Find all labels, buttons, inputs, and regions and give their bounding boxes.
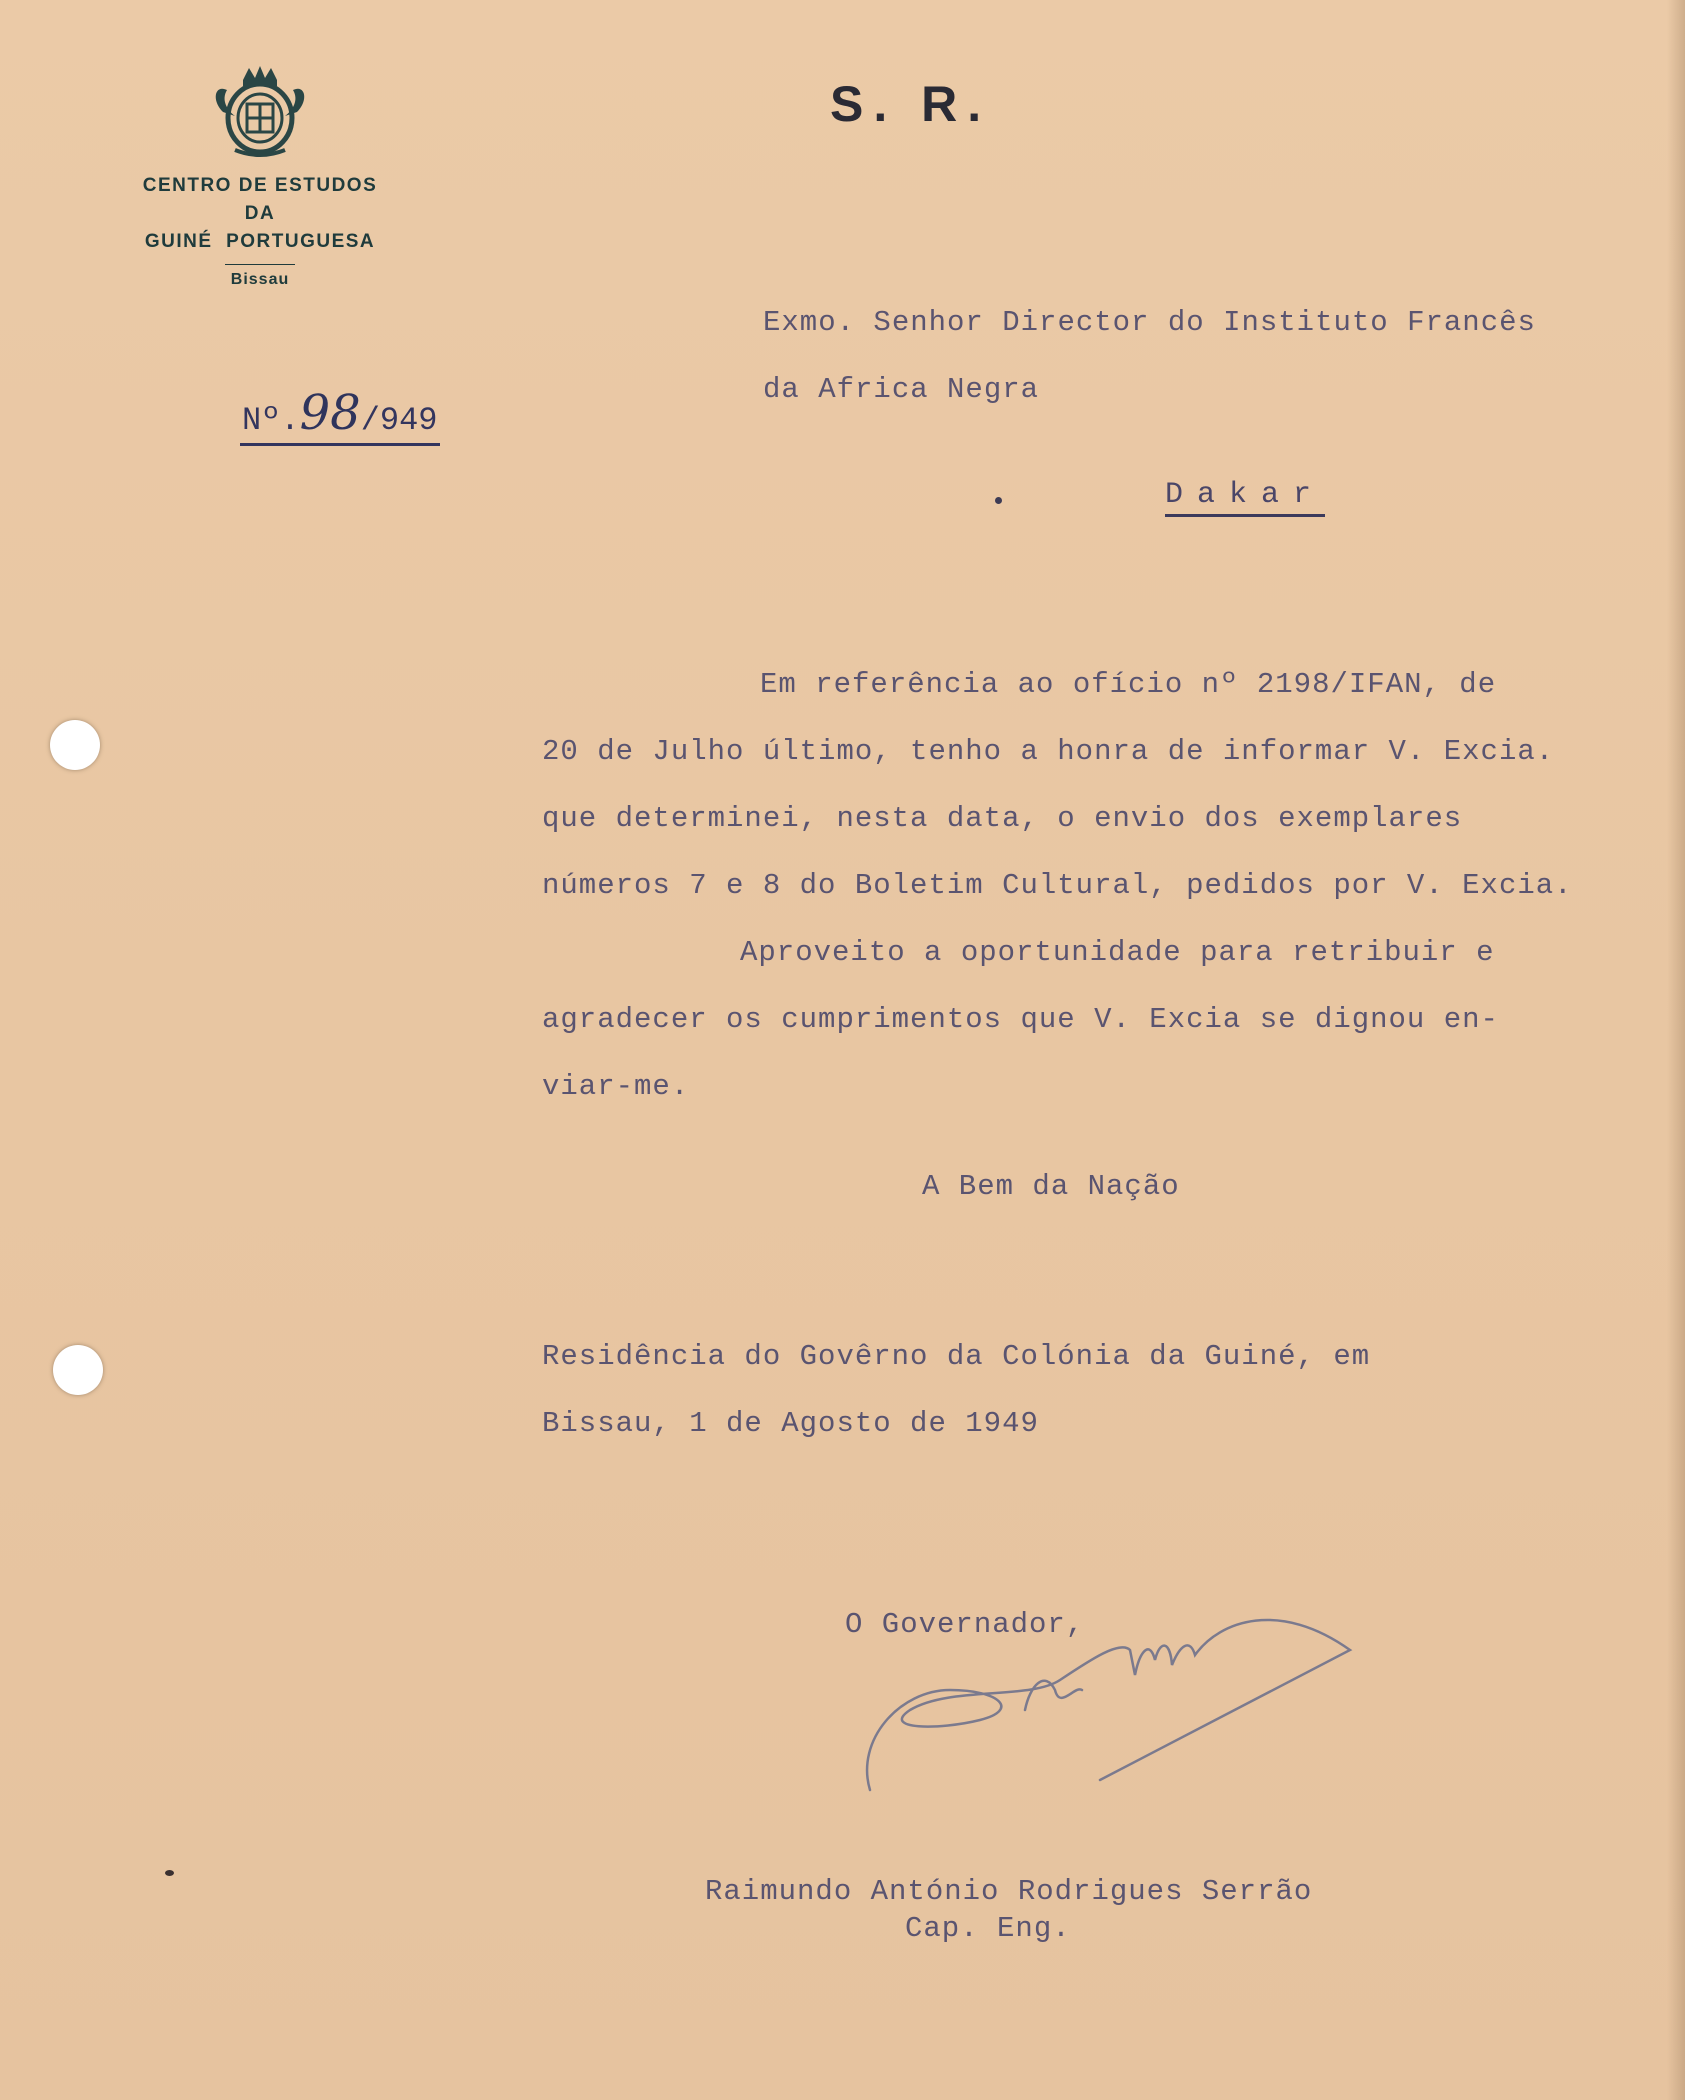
recipient-city: Dakar (1165, 478, 1325, 517)
reference-handwritten-number: 98 (299, 385, 361, 441)
body-p2-line-1: Aproveito a oportunidade para retribuir e (740, 936, 1495, 969)
signatory-name: Raimundo António Rodrigues Serrão (705, 1875, 1313, 1908)
letterhead-rule (225, 264, 295, 265)
body-p1-line-3: que determinei, nesta data, o envio dos exemplares (542, 802, 1463, 835)
reference-number (240, 385, 440, 446)
body-p1-line-1: Em referência ao ofício nº 2198/IFAN, de (760, 668, 1497, 701)
page-edge-shadow (1667, 0, 1685, 2100)
recipient-line-1: Exmo. Senhor Director do Instituto Francês (763, 306, 1536, 339)
punch-hole-upper (50, 720, 100, 770)
signatory-rank: Cap. Eng. (905, 1912, 1071, 1945)
reference-prefix: Nº. (242, 402, 300, 439)
place-date-line-1: Residência do Govêrno da Colónia da Guiné, em (542, 1340, 1371, 1373)
coat-of-arms-icon (205, 60, 315, 160)
letterhead-line-3: GUINÉ PORTUGUESA (144, 231, 376, 252)
signatory-role: O Governador, (845, 1608, 1085, 1641)
body-p2-line-2: agradecer os cumprimentos que V. Excia se dignou en- (542, 1003, 1499, 1036)
closing-salutation: A Bem da Nação (922, 1170, 1180, 1203)
place-date-line-2: Bissau, 1 de Agosto de 1949 (542, 1407, 1039, 1440)
letterhead (100, 60, 420, 289)
paper-speck (165, 1870, 174, 1876)
letterhead-city: Bissau (230, 271, 290, 288)
letterhead-line-2: DA (244, 203, 276, 224)
body-p1-line-4: números 7 e 8 do Boletim Cultural, pedidos por V. Excia. (542, 869, 1573, 902)
body-p1-line-2: 20 de Julho último, tenho a honra de informar V. Excia. (542, 735, 1555, 768)
body-p2-line-3: viar-me. (542, 1070, 690, 1103)
typed-dot (995, 497, 1002, 504)
punch-hole-lower (53, 1345, 103, 1395)
recipient-line-2: da Africa Negra (763, 373, 1040, 406)
reference-suffix: /949 (360, 402, 438, 439)
classification-mark: S. R. (830, 76, 992, 132)
signature-icon (860, 1590, 1360, 1810)
letterhead-line-1: CENTRO DE ESTUDOS (142, 175, 378, 196)
